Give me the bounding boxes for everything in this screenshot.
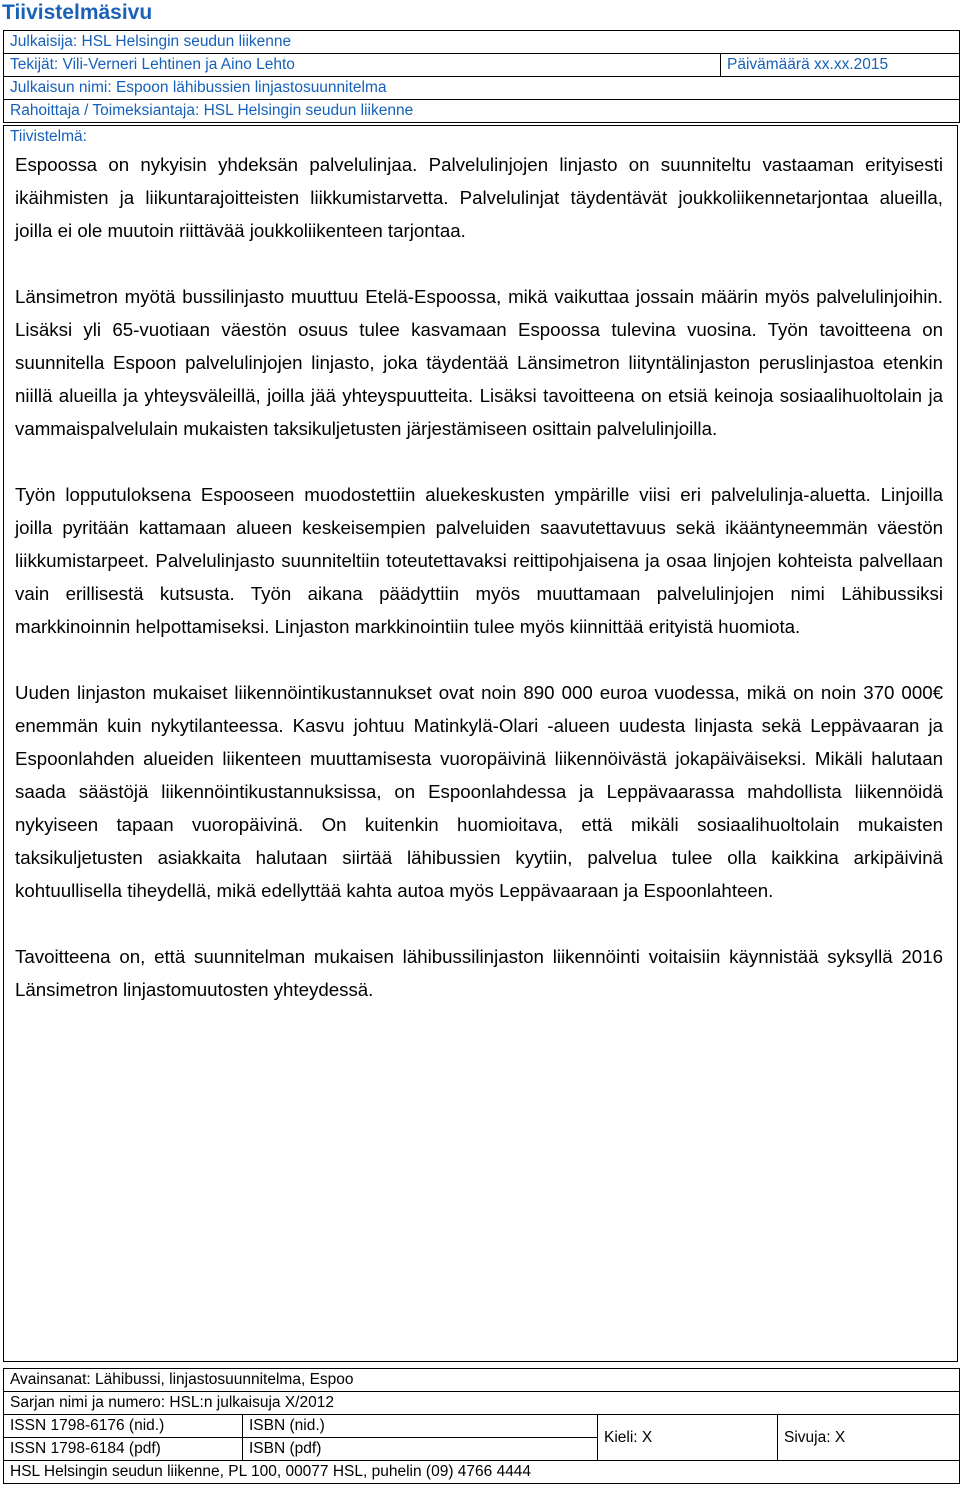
funder-row	[4, 100, 960, 123]
authors-field: Tekijät: Vili-Verneri Lehtinen ja Aino Lehto	[4, 54, 721, 77]
contact-row	[4, 1461, 960, 1484]
issn-print-field: ISSN 1798-6176 (nid.)	[4, 1415, 243, 1438]
summary-paragraph-5: Tavoitteena on, että suunnitelman mukaisen lähibussilinjaston liikennöinti voitaisiin käynnistää syksyllä 2016 Länsimetron linjastomuutosten yhteydessä.	[15, 946, 943, 1000]
series-field: Sarjan nimi ja numero: HSL:n julkaisuja X/2012	[4, 1392, 960, 1415]
summary-paragraph-3: Työn lopputuloksena Espooseen muodostettiin aluekeskusten ympärille viisi eri palvelulinja-aluetta. Linjoilla joilla pyritään kattamaan alueen keskeisempien palveluiden saavutettavuus sekä ikääntyneemmän väestön liikkumistarpeet. Palvelulinjasto suunniteltiin toteutettavaksi reittipohjaisena ja osaa linjojen kohteista palvellaan vain erillisestä kutsusta. Työn aikana päädyttiin myös muuttamaan palvelulinjojen nimi Lähibussiksi markkinoinnin helpottamiseksi. Linjaston markkinointiin tulee myös kiinnittää erityistä huomiota.	[15, 484, 943, 637]
publication-name-row	[4, 77, 960, 100]
pages-field: Sivuja: X	[778, 1415, 960, 1461]
summary-text	[15, 148, 943, 1006]
publisher-field: Julkaisija: HSL Helsingin seudun liikenne	[4, 31, 960, 54]
summary-paragraph-4: Uuden linjaston mukaiset liikennöintikustannukset ovat noin 890 000 euroa vuodessa, mikä on noin 370 000€ enemmän kuin nykytilanteessa. Kasvu johtuu Matinkylä-Olari -alueen uudesta linjasta sekä Leppävaaran ja Espoonlahden alueiden liikenteen muuttamisesta vuoropäivinä liikennöivästä jokapäiväiseksi. Mikäli halutaan saada säästöjä liikennöintikustannuksissa, on Espoonlahdessa ja Leppävaarassa mahdollista liikennöidä nykyiseen tapaan vuoropäivinä. On kuitenkin huomioitava, että mikäli sosiaalihuoltolain mukaisten taksikuljetusten asiakkaita halutaan siirtää lähibussien kyytiin, palvelua tulee olla kaikkina arkipäivinä kohtuullisella tiheydellä, mikä edellyttää kahta autoa myös Leppävaaraan ja Espoonlahteen.	[15, 682, 943, 901]
footer-info-table	[3, 1368, 960, 1484]
isbn-pdf-field: ISBN (pdf)	[243, 1438, 598, 1461]
publication-info-table	[3, 30, 960, 123]
publisher-row	[4, 31, 960, 54]
language-field: Kieli: X	[598, 1415, 778, 1461]
summary-label: Tiivistelmä:	[10, 128, 87, 145]
summary-paragraph-1: Espoossa on nykyisin yhdeksän palvelulinjaa. Palvelulinjojen linjasto on suunniteltu vastaaman erityisesti ikäihmisten ja liikuntarajoitteisten liikkumistarvetta. Palvelulinjat täydentävät joukkoliikennetarjontaa alueilla, joilla ei ole muutoin riittävää joukkoliikenteen tarjontaa.	[15, 154, 943, 241]
contact-field: HSL Helsingin seudun liikenne, PL 100, 00077 HSL, puhelin (09) 4766 4444	[4, 1461, 960, 1484]
issn-pdf-field: ISSN 1798-6184 (pdf)	[4, 1438, 243, 1461]
keywords-field: Avainsanat: Lähibussi, linjastosuunnitelma, Espoo	[4, 1369, 960, 1392]
publication-name-field: Julkaisun nimi: Espoon lähibussien linjastosuunnitelma	[4, 77, 960, 100]
series-row	[4, 1392, 960, 1415]
date-field: Päivämäärä xx.xx.2015	[721, 54, 960, 77]
page-title: Tiivistelmäsivu	[2, 1, 153, 24]
funder-field: Rahoittaja / Toimeksiantaja: HSL Helsingin seudun liikenne	[4, 100, 960, 123]
keywords-row	[4, 1369, 960, 1392]
summary-paragraph-2: Länsimetron myötä bussilinjasto muuttuu Etelä-Espoossa, mikä vaikuttaa jossain määrin myös palvelulinjoihin. Lisäksi yli 65-vuotiaan väestön osuus tulee kasvamaan Espoossa tulevina vuosina. Työn tavoitteena on suunnitella Espoon palvelulinjojen linjasto, joka täydentää Länsimetron liityntälinjaston peruslinjastoa etenkin niillä alueilla ja yhteysväleillä, joilla jää yhteyspuutteita. Lisäksi tavoitteena on etsiä keinoja sosiaalihuoltolain ja vammaispalvelulain mukaisten taksikuljetusten järjestämiseen osittain palvelulinjoilla.	[15, 286, 943, 439]
isbn-print-field: ISBN (nid.)	[243, 1415, 598, 1438]
issn-print-row	[4, 1415, 960, 1438]
authors-row	[4, 54, 960, 77]
